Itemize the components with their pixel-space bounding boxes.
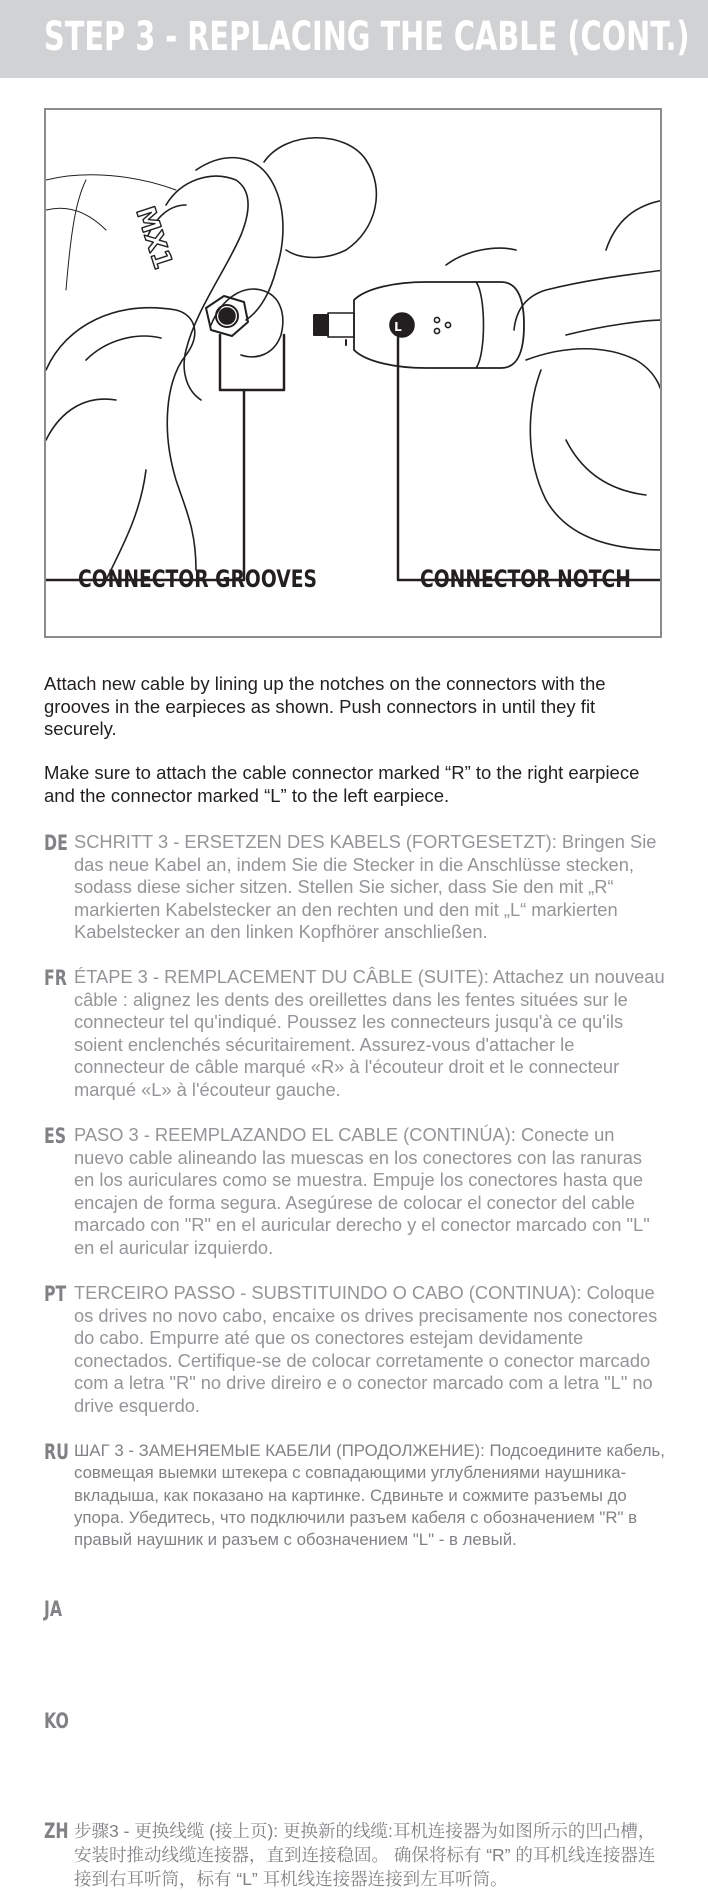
cable-connection-illustration bbox=[44, 108, 662, 638]
page-header bbox=[0, 0, 708, 78]
callout-connector-notch: CONNECTOR NOTCH bbox=[420, 565, 631, 593]
earpiece-logo: MX1 bbox=[129, 202, 178, 274]
translation-text: ÉTAPE 3 - REMPLACEMENT DU CÂBLE (SUITE): Attachez un nouveau câble : alignez les dents des oreillettes dans les fentes situées sur le connecteur tel qu'indiqué. Poussez les connecteurs jusqu'à ce qu'ils soient enclenchés sécuritairement. Assurez-vous d'attacher le connecteur de câble marqué «R» à l'écouteur droit et le connecteur marqué «L» à l'écouteur gauche. bbox=[74, 966, 665, 1100]
language-code: ZH bbox=[44, 1819, 69, 1843]
page-title: STEP 3 - REPLACING THE CABLE (CONT.) bbox=[44, 14, 690, 60]
translation-text: ШАГ 3 - ЗАМЕНЯЕМЫЕ КАБЕЛИ (ПРОДОЛЖЕНИЕ): Подсоедините кабель, совмещая выемки штекера с совпадающими углублениями наушника-вкладыша, как показано на картинке. Сдвиньте и сожмите разъемы до упора. Убедитесь, что подключили разъем кабеля с обозначением "R" в правый наушник и разъем с обозначением "L" - в левый. bbox=[74, 1441, 665, 1550]
language-code: ES bbox=[44, 1124, 67, 1148]
callout-connector-grooves: CONNECTOR GROOVES bbox=[78, 565, 317, 593]
language-code: KO bbox=[44, 1709, 69, 1733]
earpiece-and-plug-drawing bbox=[46, 110, 662, 638]
english-paragraph-2: Make sure to attach the cable connector marked “R” to the right earpiece and the connector marked “L” to the left earpiece. bbox=[44, 762, 640, 806]
plug-marker-label: L bbox=[394, 320, 402, 334]
english-paragraph-1: Attach new cable by lining up the notches on the connectors with the grooves in the earpieces as shown. Push connectors in until they fit securely. bbox=[44, 673, 606, 739]
translation-text: PASO 3 - REEMPLAZANDO EL CABLE (CONTINÚA): Conecte un nuevo cable alineando las muescas en los conectores con las ranuras en los auriculares como se muestra. Empuje los conectores hasta que encajen de forma segura. Asegúrese de colocar el conector del cable marcado con "R" en el auricular derecho y el conector marcado con "L" en el auricular izquierdo. bbox=[74, 1124, 650, 1258]
language-code: DE bbox=[44, 831, 68, 855]
language-code: RU bbox=[44, 1440, 69, 1464]
language-code: JA bbox=[44, 1597, 63, 1621]
translation-text: TERCEIRO PASSO - SUBSTITUINDO O CABO (CONTINUA): Coloque os drives no novo cabo, encaixe os drives precisamente nos conectores do cabo. Empurre até que os conectores estejam devidamente conectados. Certifique-se de colocar corretamente o conector marcado com a letra "R" no drive direiro e o conector marcado com a letra "L" no drive esquerdo. bbox=[74, 1282, 658, 1416]
language-code: FR bbox=[44, 966, 67, 990]
translation-text: 步骤3 - 更换线缆 (接上页): 更换新的线缆:耳机连接器为如图所示的凹凸槽，安装时推动线缆连接器，直到连接稳固。 确保将标有 “R” 的耳机线连接器连接到右耳听筒，标有 “L” 耳机线连接器连接到左耳听筒。 bbox=[74, 1821, 656, 1889]
language-code: PT bbox=[44, 1282, 67, 1306]
translation-text: SCHRITT 3 - ERSETZEN DES KABELS (FORTGESETZT): Bringen Sie das neue Kabel an, indem Sie die Stecker in die Anschlüsse stecken, sodass diese sicher sitzen. Stellen Sie sicher, dass Sie den mit „R“ markierten Kabelstecker an den rechten und den mit „L“ markierten Kabelstecker an den linken Kopfhörer anschließen. bbox=[74, 831, 657, 942]
